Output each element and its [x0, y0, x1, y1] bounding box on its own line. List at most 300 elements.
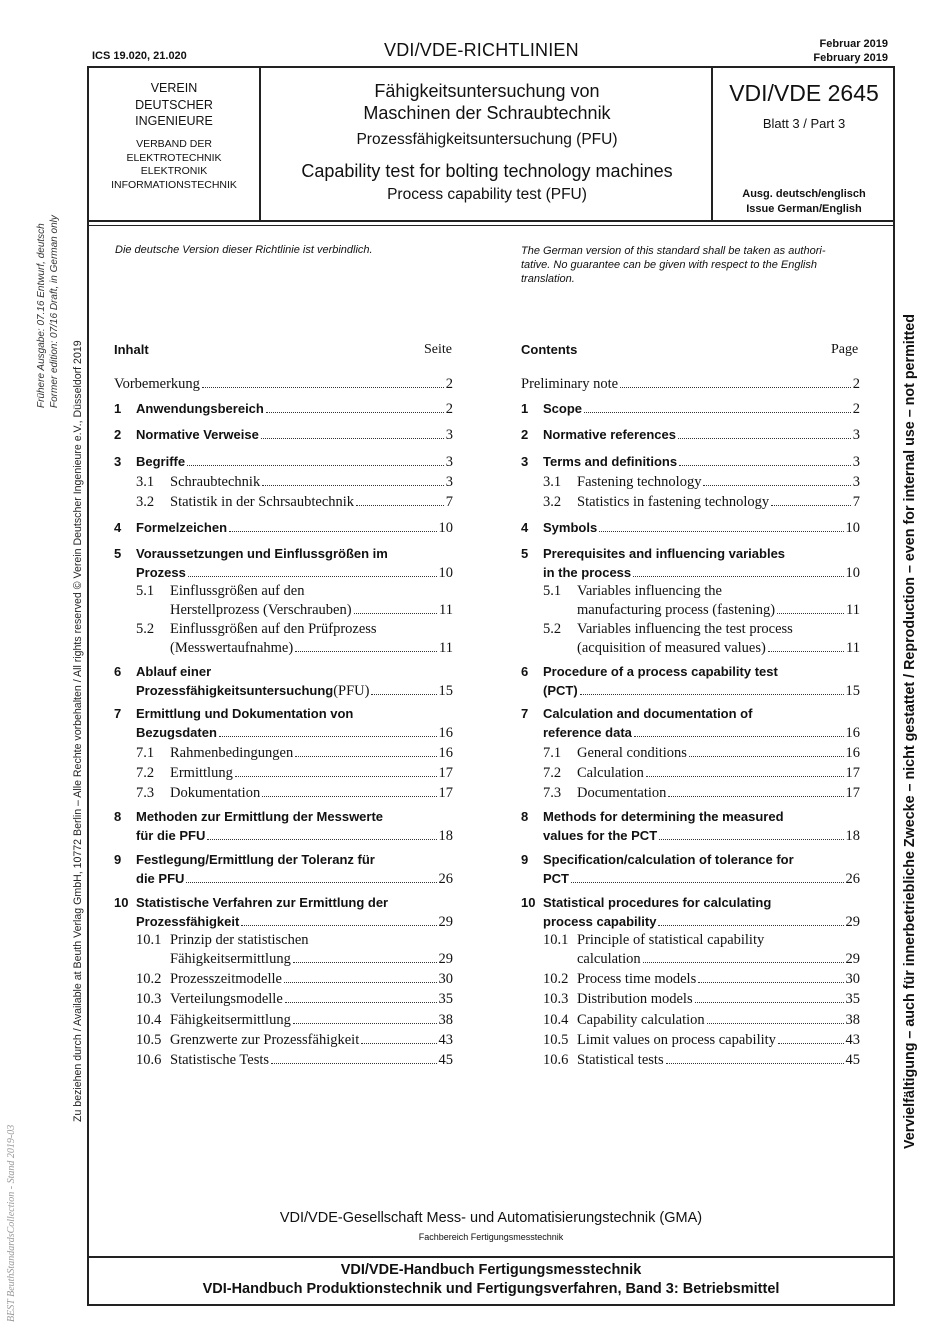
toc-entry[interactable]: [543, 664, 860, 679]
toc-heading-german: Inhalt: [114, 342, 149, 357]
toc-page-number: 43: [438, 1032, 453, 1048]
toc-leader-dots: [219, 735, 437, 737]
toc-entry-text: Ermittlung und Dokumentation von: [136, 706, 354, 721]
rights-note: Zu beziehen durch / Available at Beuth Verlag GmbH, 10772 Berlin – Alle Rechte vorbehalten / All rights reserved © Verein Deutscher Ingenieure e.V., Düsseldorf 2019: [72, 340, 84, 1122]
toc-page-number: 45: [845, 1052, 860, 1068]
toc-page-number: 3: [852, 454, 860, 470]
toc-entry-number: 3.2: [543, 494, 562, 510]
toc-leader-dots: [186, 881, 436, 883]
toc-entry-text: values for the PCT: [543, 827, 658, 843]
toc-leader-dots: [689, 755, 844, 757]
toc-entry-text: Fähigkeitsermittlung: [170, 1012, 291, 1028]
toc-page-number: 30: [845, 971, 860, 987]
toc-page-number: 2: [445, 376, 453, 392]
toc-leader-dots: [659, 838, 843, 840]
toc-entry-number: 1: [114, 401, 122, 416]
toc-entry[interactable]: [543, 427, 860, 444]
toc-entry-number: 5.2: [543, 621, 562, 637]
toc-leader-dots: [698, 981, 843, 983]
toc-entry[interactable]: [170, 602, 453, 619]
toc-page-number: 10: [845, 520, 860, 536]
toc-page-label-english: Page: [831, 342, 859, 357]
toc-page-number: 3: [445, 427, 453, 443]
toc-entry-text: Einflussgrößen auf den Prüfprozess: [170, 621, 377, 637]
toc-entry[interactable]: [136, 852, 453, 867]
toc-entry[interactable]: [543, 706, 860, 721]
toc-entry[interactable]: [543, 852, 860, 867]
toc-entry[interactable]: [136, 520, 453, 537]
toc-entry-text: Ermittlung: [170, 765, 233, 781]
toc-page-number: 30: [438, 971, 453, 987]
toc-page-number: 10: [438, 520, 453, 536]
toc-leader-dots: [293, 1022, 437, 1024]
toc-page-number: 3: [852, 427, 860, 443]
toc-entry[interactable]: [136, 809, 453, 824]
toc-entry[interactable]: [577, 621, 860, 638]
toc-entry-text: Variables influencing the test process: [577, 621, 793, 637]
toc-entry[interactable]: [543, 725, 860, 742]
toc-entry-text: Fastening technology: [577, 474, 702, 490]
toc-entry-number: 3.1: [136, 474, 155, 490]
toc-entry-text: Preliminary note: [521, 376, 619, 392]
toc-entry-text: Variables influencing the: [577, 583, 722, 599]
toc-leader-dots: [188, 575, 437, 577]
toc-entry[interactable]: [577, 991, 860, 1008]
toc-page-number: 29: [845, 950, 860, 967]
toc-entry[interactable]: [170, 583, 453, 600]
toc-entry-text: Ablauf einer: [136, 664, 212, 679]
toc-entry-text: (Messwertaufnahme): [170, 639, 294, 656]
subtitle-english: Process capability test (PFU): [387, 186, 587, 203]
toc-entry-text: Herstellprozess (Verschrauben): [170, 601, 352, 618]
handbook-line-2: VDI-Handbuch Produktionstechnik und Fertigungsverfahren, Band 3: Betriebsmittel: [202, 1281, 780, 1297]
publisher-line: INFORMATIONSTECHNIK: [111, 178, 237, 191]
toc-page-number: 3: [445, 474, 453, 490]
date-english: February 2019: [813, 52, 888, 64]
toc-leader-dots: [266, 411, 444, 413]
toc-entry-number: 5: [521, 546, 529, 561]
division-name: Fachbereich Fertigungsmesstechnik: [418, 1232, 564, 1242]
toc-entry[interactable]: [577, 951, 860, 968]
toc-entry-number: 7.3: [136, 785, 155, 801]
toc-entry[interactable]: [577, 1052, 860, 1069]
toc-leader-dots: [666, 1062, 844, 1064]
toc-entry-text: Procedure of a process capability test: [543, 664, 778, 679]
toc-entry-text: Distribution models: [577, 991, 693, 1007]
toc-leader-dots: [778, 1042, 844, 1044]
toc-entry-number: 10.3: [136, 991, 162, 1007]
toc-leader-dots: [580, 693, 844, 695]
toc-leader-dots: [771, 504, 851, 506]
toc-entry-number: 10.1: [543, 932, 569, 948]
toc-entry[interactable]: [170, 951, 453, 968]
reproduction-notice: Vervielfältigung – auch für innerbetriebliche Zwecke – nicht gestattet / Reproduction – even for internal use – not permitted: [902, 314, 918, 1149]
toc-leader-dots: [768, 650, 844, 652]
toc-entry-text: Prinzip der statistischen: [170, 932, 309, 948]
toc-leader-dots: [646, 775, 844, 777]
toc-page-number: 2: [852, 376, 860, 392]
toc-leader-dots: [633, 575, 843, 577]
toc-leader-dots: [678, 437, 851, 439]
toc-entry[interactable]: [136, 871, 453, 888]
issue-language-de: Ausg. deutsch/englisch: [742, 188, 866, 200]
toc-entry-text: Dokumentation: [170, 785, 261, 801]
toc-leader-dots: [285, 1001, 437, 1003]
toc-page-number: 11: [846, 639, 860, 656]
toc-entry-text: manufacturing process (fastening): [577, 601, 776, 618]
toc-entry-text: Verteilungsmodelle: [170, 991, 283, 1007]
toc-leader-dots: [295, 755, 436, 757]
toc-entry-number: 10.5: [136, 1032, 162, 1048]
toc-entry-text: Statistische Verfahren zur Ermittlung der: [136, 895, 389, 910]
toc-entry-text: die PFU: [136, 870, 185, 886]
toc-entry[interactable]: [170, 745, 453, 762]
toc-entry-text: Grenzwerte zur Prozessfähigkeit: [170, 1032, 360, 1048]
toc-entry[interactable]: [543, 546, 860, 561]
toc-page-number: 11: [439, 601, 453, 618]
toc-entry-number: 5.1: [136, 583, 155, 599]
toc-entry-text: reference data: [543, 724, 632, 740]
toc-entry[interactable]: [136, 546, 453, 561]
toc-entry[interactable]: [136, 683, 453, 700]
toc-leader-dots: [293, 961, 437, 963]
toc-entry-text: Scope: [543, 401, 583, 416]
toc-entry-text: in the process: [543, 564, 632, 580]
society-name: VDI/VDE-Gesellschaft Mess- und Automatisierungstechnik (GMA): [279, 1210, 703, 1226]
toc-entry-number: 10.2: [543, 971, 569, 987]
toc-leader-dots: [571, 881, 844, 883]
toc-leader-dots: [241, 924, 436, 926]
publisher-line: INGENIEURE: [135, 114, 213, 128]
toc-entry-text: Statistical procedures for calculating: [543, 895, 772, 910]
toc-entry-text: Statistics in fastening technology: [577, 494, 770, 510]
toc-leader-dots: [599, 530, 843, 532]
toc-entry-text: Voraussetzungen und Einflussgrößen im: [136, 546, 388, 561]
toc-entry[interactable]: [543, 565, 860, 582]
toc-entry[interactable]: [136, 454, 453, 471]
toc-entry-text: Capability calculation: [577, 1012, 705, 1028]
toc-entry[interactable]: [136, 895, 453, 910]
toc-entry-text: Statistische Tests: [170, 1052, 270, 1068]
toc-entry-number: 7.2: [543, 765, 562, 781]
toc-entry-number: 10.2: [136, 971, 162, 987]
toc-page-number: 38: [845, 1012, 860, 1028]
toc-entry-text: Festlegung/Ermittlung der Toleranz für: [136, 852, 375, 867]
toc-page-number: 15: [438, 682, 453, 699]
toc-entry-text: Process time models: [577, 971, 697, 987]
footer-divider: [87, 1256, 895, 1258]
toc-entry-number: 10.4: [136, 1012, 162, 1028]
toc-entry[interactable]: [170, 991, 453, 1008]
toc-page-number: 10: [438, 564, 453, 581]
header-divider: [87, 220, 895, 222]
toc-entry-text: Prozessfähigkeit: [136, 913, 240, 929]
toc-entry[interactable]: [136, 664, 453, 679]
binding-note-line: translation.: [521, 273, 575, 285]
date-german: Februar 2019: [819, 38, 888, 50]
toc-entry-number: 7: [521, 706, 529, 721]
toc-entry[interactable]: [543, 809, 860, 824]
toc-entry-number: 7.1: [543, 745, 562, 761]
toc-entry-text: Calculation and documentation of: [543, 706, 753, 721]
toc-entry-number: 6: [114, 664, 122, 679]
toc-leader-dots: [707, 1022, 844, 1024]
toc-entry[interactable]: [170, 971, 453, 988]
publisher-line: ELEKTRONIK: [140, 165, 208, 177]
toc-entry[interactable]: [170, 785, 453, 802]
toc-leader-dots: [295, 650, 437, 652]
toc-page-number: 45: [438, 1052, 453, 1068]
toc-entry-number: 10.6: [136, 1052, 162, 1068]
toc-page-number: 38: [438, 1012, 453, 1028]
toc-entry-text: Prozess: [136, 564, 186, 580]
header-divider-thin: [87, 225, 895, 226]
toc-leader-dots: [262, 795, 436, 797]
toc-entry[interactable]: [136, 565, 453, 582]
toc-entry-number: 10.6: [543, 1052, 569, 1068]
toc-entry-text: Schraubtechnik: [170, 474, 261, 490]
toc-page-number: 35: [438, 991, 453, 1007]
toc-entry-text: process capability: [543, 913, 657, 929]
toc-entry-text: Specification/calculation of tolerance for: [543, 852, 794, 867]
toc-entry[interactable]: [543, 683, 860, 700]
toc-entry-text: Statistik in der Schrsaubtechnik: [170, 494, 355, 510]
toc-entry[interactable]: [170, 494, 453, 511]
toc-leader-dots: [777, 612, 844, 614]
publisher-line: VEREIN: [150, 81, 198, 95]
title-block: [262, 80, 712, 205]
toc-entry[interactable]: [170, 765, 453, 782]
toc-leader-dots: [703, 484, 850, 486]
toc-page-number: 7: [852, 494, 860, 510]
toc-entry[interactable]: [577, 474, 860, 491]
toc-entry[interactable]: [136, 401, 453, 418]
toc-page-number: 35: [845, 991, 860, 1007]
document-part: Blatt 3 / Part 3: [762, 116, 846, 131]
toc-leader-dots: [371, 693, 436, 695]
toc-leader-dots: [262, 484, 444, 486]
toc-entry-text: Fähigkeitsermittlung: [170, 950, 291, 967]
toc-entry-number: 7.2: [136, 765, 155, 781]
toc-entry[interactable]: [577, 765, 860, 782]
toc-entry[interactable]: [136, 427, 453, 444]
document-number: VDI/VDE 2645: [729, 80, 879, 106]
toc-page-number: 17: [438, 765, 453, 781]
toc-entry[interactable]: [521, 376, 860, 393]
toc-leader-dots: [229, 530, 436, 532]
toc-leader-dots: [695, 1001, 844, 1003]
toc-entry[interactable]: [170, 1012, 453, 1029]
toc-leader-dots: [634, 735, 844, 737]
toc-leader-dots: [356, 504, 444, 506]
toc-entry[interactable]: [577, 785, 860, 802]
toc-entry-number: 3.1: [543, 474, 562, 490]
toc-entry[interactable]: [543, 871, 860, 888]
toc-entry-text: Limit values on process capability: [577, 1032, 776, 1048]
toc-entry[interactable]: [170, 1032, 453, 1049]
toc-entry-text: Methods for determining the measured: [543, 809, 784, 824]
toc-entry-number: 3.2: [136, 494, 155, 510]
toc-entry-text: Statistical tests: [577, 1052, 664, 1068]
toc-entry-text: (acquisition of measured values): [577, 639, 766, 656]
toc-leader-dots: [643, 961, 844, 963]
toc-entry[interactable]: [543, 520, 860, 537]
handbook-line-1: VDI/VDE-Handbuch Fertigungsmesstechnik: [340, 1262, 642, 1278]
toc-entry[interactable]: [577, 640, 860, 657]
toc-page-number: 18: [438, 827, 453, 844]
publisher-line: VERBAND DER: [136, 138, 212, 150]
toc-entry[interactable]: [136, 914, 453, 931]
toc-entry-text: Prerequisites and influencing variables: [543, 546, 786, 561]
toc-page-number: 10: [845, 564, 860, 581]
toc-entry-number: 7: [114, 706, 122, 721]
toc-page-number: 43: [845, 1032, 860, 1048]
toc-entry[interactable]: [577, 745, 860, 762]
binding-note-english: [521, 244, 826, 286]
toc-entry-number: 9: [114, 852, 122, 867]
toc-entry[interactable]: [577, 494, 860, 511]
toc-entry-number: 7.1: [136, 745, 155, 761]
toc-entry[interactable]: [577, 583, 860, 600]
toc-entry-number: 3: [114, 454, 122, 469]
toc-entry-text: Rahmenbedingungen: [170, 745, 294, 761]
toc-entry-text: Vorbemerkung: [114, 376, 200, 392]
toc-entry-number: 2: [521, 427, 529, 442]
toc-entry-number: 8: [114, 809, 122, 824]
toc-entry[interactable]: [114, 376, 453, 393]
toc-entry-text: Prozesszeitmodelle: [170, 971, 282, 987]
toc-entry-text: General conditions: [577, 745, 687, 761]
toc-page-number: 26: [438, 870, 453, 887]
toc-page-number: 11: [439, 639, 453, 656]
publisher-block-vde: [89, 138, 259, 192]
toc-entry[interactable]: [170, 932, 453, 949]
toc-leader-dots: [361, 1042, 436, 1044]
series-title: VDI/VDE-RICHTLINIEN: [384, 40, 579, 60]
toc-entry-number: 3: [521, 454, 529, 469]
toc-entry-text: Methoden zur Ermittlung der Messwerte: [136, 809, 384, 824]
toc-entry[interactable]: [577, 1032, 860, 1049]
toc-entry-text: Formelzeichen: [136, 520, 228, 535]
toc-page-number: 3: [445, 454, 453, 470]
toc-entry-text: Principle of statistical capability: [577, 932, 765, 948]
former-edition-de: Frühere Ausgabe: 07.16 Entwurf, deutsch: [36, 223, 47, 408]
toc-entry-text: Einflussgrößen auf den: [170, 583, 305, 599]
toc-leader-dots: [207, 838, 436, 840]
toc-entry-text: Calculation: [577, 765, 644, 781]
toc-entry-number: 4: [114, 520, 122, 535]
toc-entry-text: Bezugsdaten: [136, 724, 217, 740]
binding-note-line: The German version of this standard shall be taken as authori-: [521, 245, 826, 257]
ics-code: ICS 19.020, 21.020: [92, 50, 187, 62]
toc-entry-text: Terms and definitions: [543, 454, 678, 469]
binding-note-german: Die deutsche Version dieser Richtlinie ist verbindlich.: [115, 244, 373, 256]
toc-page-number: 26: [845, 870, 860, 887]
toc-leader-dots: [584, 411, 851, 413]
toc-entry-text: Symbols: [543, 520, 598, 535]
toc-entry[interactable]: [136, 706, 453, 721]
toc-entry[interactable]: [543, 454, 860, 471]
toc-entry[interactable]: [170, 640, 453, 657]
toc-page-number: 16: [438, 724, 453, 741]
toc-page-number: 16: [845, 724, 860, 741]
toc-entry-number: 6: [521, 664, 529, 679]
toc-page-number: 29: [438, 913, 453, 930]
toc-page-number: 7: [445, 494, 453, 510]
toc-entry-text-suffix: (PFU): [333, 682, 370, 699]
toc-page-label-german: Seite: [424, 342, 452, 357]
toc-entry[interactable]: [577, 971, 860, 988]
toc-entry[interactable]: [577, 602, 860, 619]
toc-page-number: 29: [845, 913, 860, 930]
publisher-line: DEUTSCHER: [135, 97, 213, 112]
toc-entry-number: 5.2: [136, 621, 155, 637]
toc-page-number: 16: [438, 745, 453, 761]
toc-leader-dots: [658, 924, 843, 926]
toc-leader-dots: [202, 386, 444, 388]
toc-leader-dots: [620, 386, 851, 388]
toc-entry[interactable]: [136, 725, 453, 742]
collection-stamp: BEST BeuthStandardsCollection - Stand 2019-03: [6, 1124, 17, 1322]
title-german-line: Fähigkeitsuntersuchung von: [374, 81, 600, 101]
toc-entry[interactable]: [577, 932, 860, 949]
toc-entry[interactable]: [577, 1012, 860, 1029]
toc-entry[interactable]: [543, 828, 860, 845]
toc-entry[interactable]: [543, 914, 860, 931]
toc-page-number: 2: [852, 401, 860, 417]
toc-page-number: 18: [845, 827, 860, 844]
toc-entry-number: 9: [521, 852, 529, 867]
toc-entry-number: 1: [521, 401, 529, 416]
toc-entry-number: 7.3: [543, 785, 562, 801]
toc-entry-number: 8: [521, 809, 529, 824]
title-german-line: Maschinen der Schraubtechnik: [363, 103, 611, 123]
toc-entry-text: Normative Verweise: [136, 427, 259, 442]
toc-page-number: 2: [445, 401, 453, 417]
toc-entry-number: 4: [521, 520, 529, 535]
binding-note-line: tative. No guarantee can be given with respect to the English: [521, 259, 817, 271]
toc-entry[interactable]: [170, 474, 453, 491]
toc-page-number: 3: [852, 474, 860, 490]
toc-leader-dots: [235, 775, 437, 777]
toc-entry-number: 2: [114, 427, 122, 442]
toc-entry-text: Normative references: [543, 427, 676, 442]
toc-leader-dots: [284, 981, 437, 983]
toc-entry-number: 10.4: [543, 1012, 569, 1028]
toc-leader-dots: [261, 437, 444, 439]
toc-page-number: 16: [845, 745, 860, 761]
toc-entry-number: 10.1: [136, 932, 162, 948]
toc-page-number: 15: [845, 682, 860, 699]
toc-leader-dots: [187, 464, 444, 466]
toc-entry[interactable]: [136, 828, 453, 845]
toc-leader-dots: [668, 795, 843, 797]
toc-page-number: 17: [845, 785, 860, 801]
publisher-line: ELEKTROTECHNIK: [126, 151, 222, 164]
toc-entry[interactable]: [543, 895, 860, 910]
toc-heading-english: Contents: [521, 342, 578, 357]
toc-entry-text: PCT: [543, 870, 569, 886]
toc-entry[interactable]: [170, 1052, 453, 1069]
toc-entry[interactable]: [170, 621, 453, 638]
title-box-left-border: [259, 66, 261, 222]
toc-entry-text: Prozessfähigkeitsuntersuchung: [136, 682, 334, 698]
toc-entry-text: für die PFU: [136, 827, 206, 843]
toc-entry[interactable]: [543, 401, 860, 418]
toc-entry-number: 10.5: [543, 1032, 569, 1048]
toc-page-number: 17: [438, 785, 453, 801]
toc-leader-dots: [271, 1062, 436, 1064]
